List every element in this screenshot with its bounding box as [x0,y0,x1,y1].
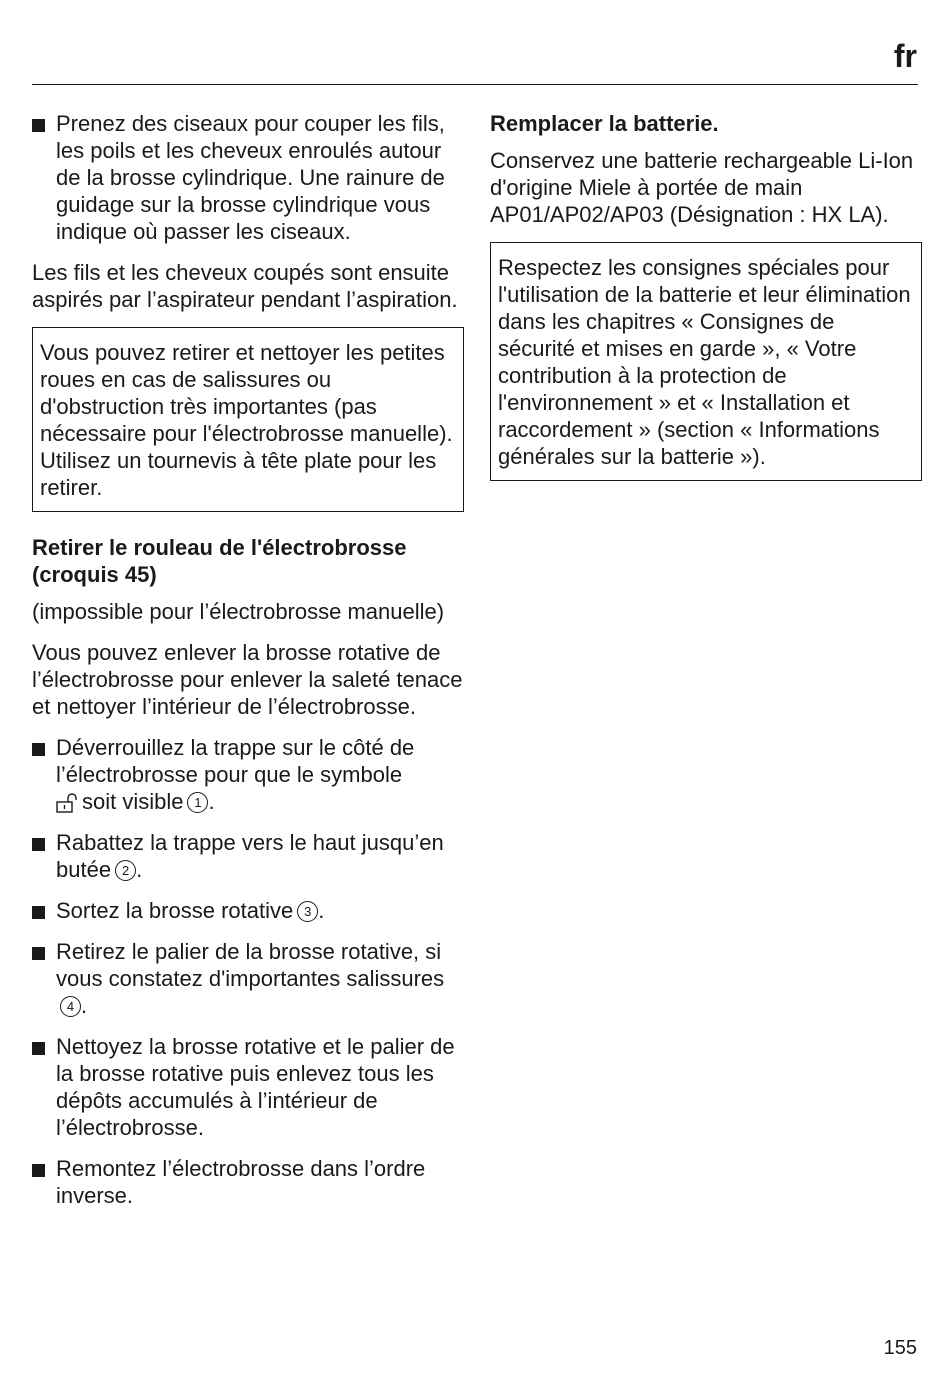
paragraph: Les fils et les cheveux coupés sont ensuite aspirés par l’aspirateur pendant l’aspiration. [32,260,458,312]
step-text: Rabattez la trappe vers le haut jusqu’en butée [56,830,444,882]
step-item [32,1155,464,1209]
header-divider [32,84,918,85]
language-label: fr [893,38,917,74]
bullet-square-icon [32,119,45,132]
step-text: Sortez la brosse rotative [56,898,294,923]
bullet-square-icon [32,906,45,919]
paragraph: (impossible pour l’électrobrosse manuelle) [32,599,445,624]
left-column [32,110,464,1223]
step-item [32,897,464,924]
bullet-text: Prenez des ciseaux pour couper les fils, les poils et les cheveux enroulés autour de la brosse cylindrique. Une rainure de guidage sur la brosse cylindrique vous indique où passer les ciseaux. [56,111,445,244]
bullet-square-icon [32,743,45,756]
period: . [136,857,143,882]
section-heading: Remplacer la batterie. [490,111,719,136]
step-text: Nettoyez la brosse rotative et le palier de la brosse rotative puis enlevez tous les dépôts accumulés à l’intérieur de l’électrobrosse. [56,1034,455,1140]
period: . [318,898,325,923]
step-text: Remontez l’électrobrosse dans l’ordre inverse. [56,1156,426,1208]
unlock-symbol-icon [56,793,78,813]
step-number-circle: 2 [115,860,136,881]
step-item [32,1033,464,1141]
note-box: Respectez les consignes spéciales pour l'utilisation de la batterie et leur élimination dans les chapitres « Consignes de sécurité et mises en garde », « Votre contribution à la protection de l'environnement » et « Installation et raccordement » (section « Informations générales sur la batterie »). [490,242,922,481]
period: . [81,993,88,1018]
note-box: Vous pouvez retirer et nettoyer les petites roues en cas de salissures ou d'obstruction très importantes (pas nécessaire pour l'électrobrosse manuelle). Utilisez un tournevis à tête plate pour les retirer. [32,327,464,512]
step-number-circle: 1 [187,792,208,813]
bullet-square-icon [32,1164,45,1177]
step-number-circle: 3 [297,901,318,922]
bullet-square-icon [32,838,45,851]
step-item [32,829,464,883]
page-number: 155 [883,1337,917,1359]
paragraph: Conservez une batterie rechargeable Li-Ion d'origine Miele à portée de main AP01/AP02/AP03 (Désignation : HX LA). [490,148,914,227]
step-item [32,938,464,1019]
step-text: Déverrouillez la trappe sur le côté de l’électrobrosse pour que le symbole [56,735,415,787]
step-text: soit visible [82,789,184,814]
step-number-circle: 4 [60,996,81,1017]
paragraph: Vous pouvez enlever la brosse rotative de l’électrobrosse pour enlever la saleté tenace et nettoyer l’intérieur de l’électrobrosse. [32,640,463,719]
step-text: Retirez le palier de la brosse rotative, si vous constatez d'importantes salissures [56,939,445,991]
bullet-item [32,110,464,245]
period: . [208,789,215,814]
right-column [490,110,922,503]
bullet-square-icon [32,947,45,960]
bullet-square-icon [32,1042,45,1055]
step-item [32,734,464,815]
section-heading: Retirer le rouleau de l'électrobrosse (croquis 45) [32,535,407,587]
